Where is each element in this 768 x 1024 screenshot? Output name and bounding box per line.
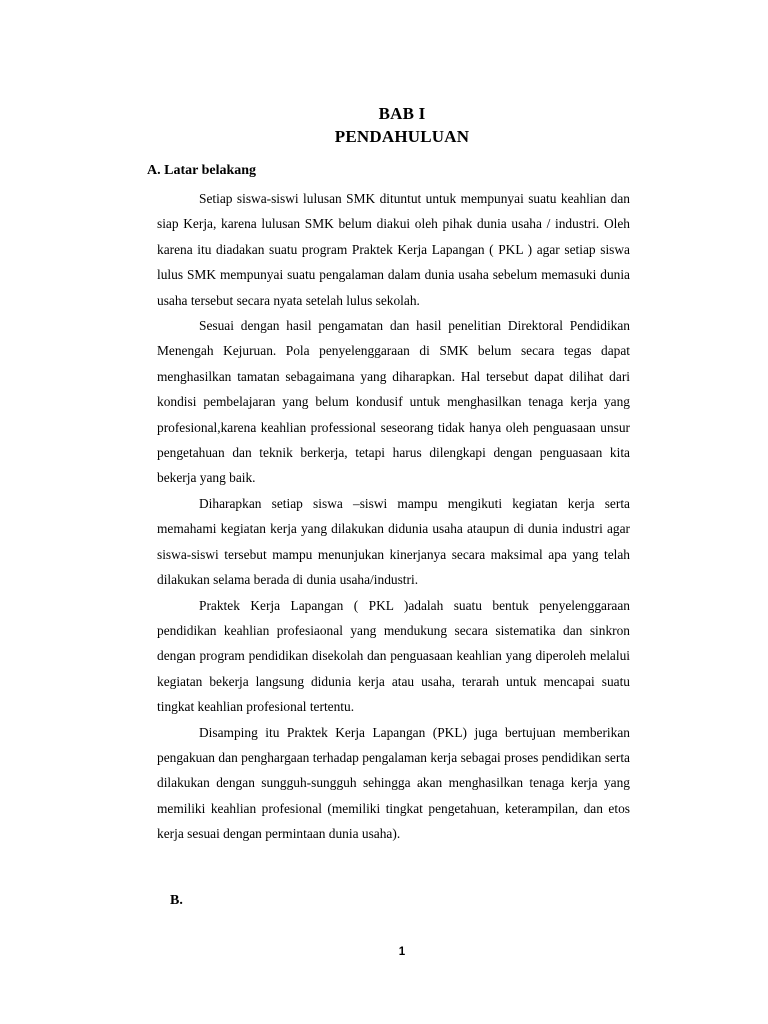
paragraph: Diharapkan setiap siswa –siswi mampu mengikuti kegiatan kerja serta memahami kegiatan kerja yang dilakukan didunia usaha ataupun di dunia industri agar siswa-siswi tersebut mampu menunjukan kinerjanya secara maksimal apa yang telah dilakukan selama berada di dunia usaha/industri. — [157, 495, 630, 588]
section-a-heading: A. Latar belakang — [147, 163, 257, 178]
section-b-heading: B. — [170, 893, 183, 908]
page-number: 1 — [398, 946, 406, 958]
paragraph: Setiap siswa-siswi lulusan SMK dituntut untuk mempunyai suatu keahlian dan siap Kerja, karena lulusan SMK belum diakui oleh pihak dunia usaha / industri. Oleh karena itu diadakan suatu program Praktek Kerja Lapangan ( PKL ) agar setiap siswa lulus SMK mempunyai suatu pengalaman dalam dunia usaha sebelum memasuki dunia usaha tersebut secara nyata setelah lulus sekolah. — [157, 191, 630, 308]
chapter-number: BAB I — [378, 104, 426, 123]
chapter-title: PENDAHULUAN — [334, 127, 470, 146]
paragraph: Disamping itu Praktek Kerja Lapangan (PKL) juga bertujuan memberikan pengakuan dan penghargaan terhadap pengalaman kerja sebagai proses pendidikan serta dilakukan dengan sungguh-sungguh sehingga akan menghasilkan tenaga kerja yang memiliki keahlian profesional (memiliki tingkat pengetahuan, keterampilan, dan etos kerja sesuai dengan permintaan dunia usaha). — [157, 724, 630, 842]
paragraph: Sesuai dengan hasil pengamatan dan hasil penelitian Direktoral Pendidikan Menengah Kejuruan. Pola penyelenggaraan di SMK belum secara tegas dapat menghasilkan tamatan sebagaimana yang diharapkan. Hal tersebut dapat dilihat dari kondisi pembelajaran yang belum kondusif untuk menghasilkan tenaga kerja yang profesional,karena keahlian professional seseorang tidak hanya oleh penguasaan unsur pengetahuan dan teknik berkerja, tetapi harus dilengkapi dengan penguasaan kita bekerja yang baik. — [157, 318, 630, 486]
paragraph: Praktek Kerja Lapangan ( PKL )adalah suatu bentuk penyelenggaraan pendidikan keahlian profesiaonal yang mendukung secara sistematika dan sinkron dengan program pendidikan disekolah dan penguasaan keahlian yang diperoleh melalui kegiatan bekerja langsung didunia kerja atau usaha, terarah untuk mencapai suatu tingkat keahlian profesional tertentu. — [157, 597, 630, 715]
section-a-body — [157, 186, 630, 847]
